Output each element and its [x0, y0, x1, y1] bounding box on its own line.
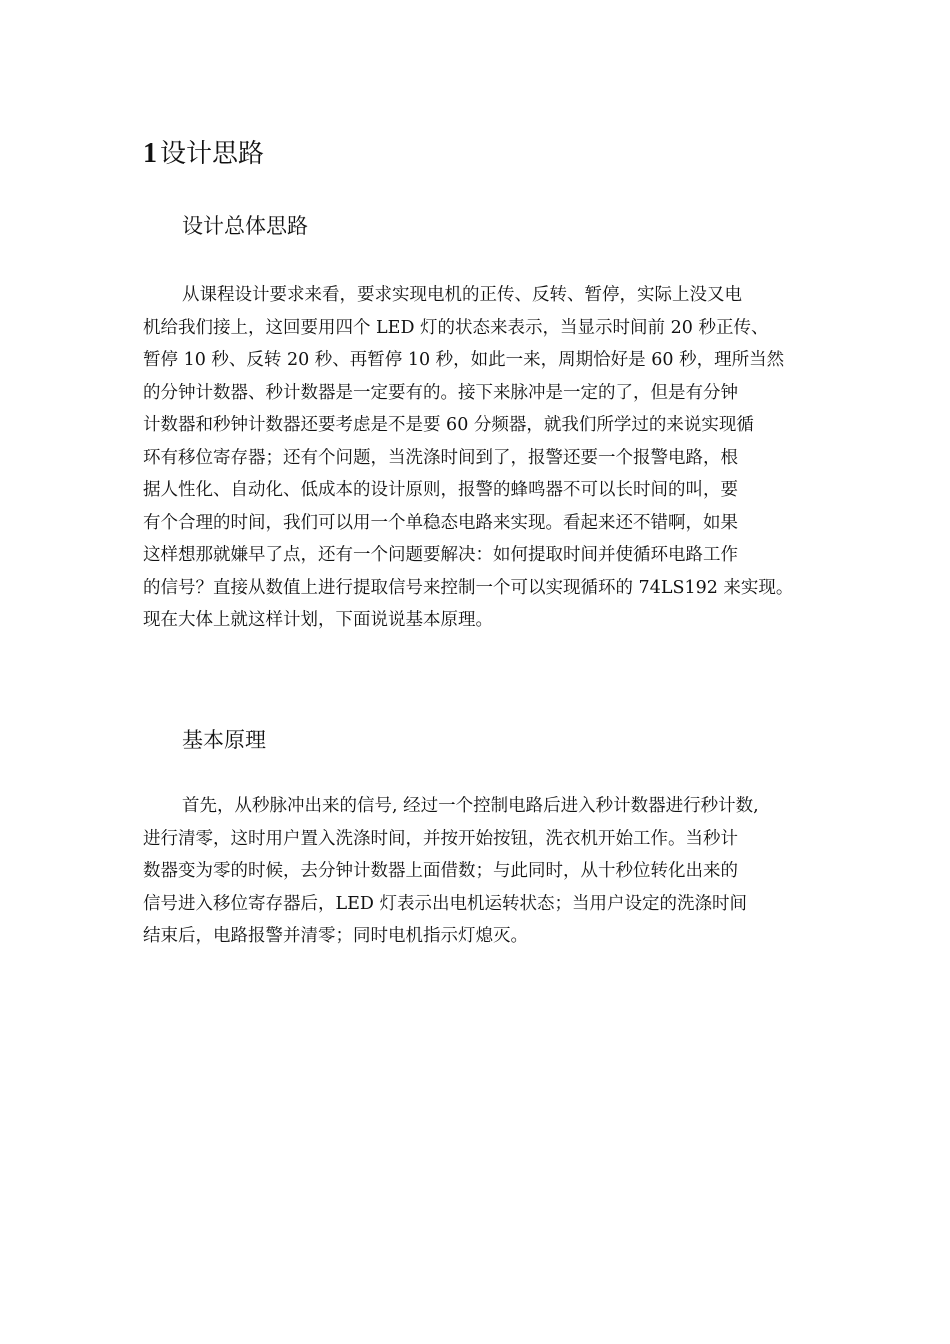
paragraph-line: 的信号？直接从数值上进行提取信号来控制一个可以实现循环的 74LS192 来实现。 [143, 577, 794, 598]
paragraph-line: 进行清零，这时用户置入洗涤时间，并按开始按钮，洗衣机开始工作。当秒计 [143, 828, 738, 849]
paragraph-line: 有个合理的时间，我们可以用一个单稳态电路来实现。看起来还不错啊，如果 [143, 512, 738, 533]
paragraph-line: 的分钟计数器、秒计数器是一定要有的。接下来脉冲是一定的了，但是有分钟 [143, 382, 738, 403]
paragraph-line: 据人性化、自动化、低成本的设计原则，报警的蜂鸣器不可以长时间的叫，要 [143, 480, 738, 500]
chapter-title-text: 设计思路 [160, 139, 265, 169]
paragraph-line: 从课程设计要求来看，要求实现电机的正传、反转、暂停，实际上没又电 [182, 285, 742, 305]
paragraph-basic-principle [143, 790, 823, 953]
section-title-basic-principle: 基本原理 [182, 728, 266, 752]
paragraph-line: 结束后，电路报警并清零；同时电机指示灯熄灭。 [143, 926, 528, 946]
paragraph-line: 暂停 10 秒、反转 20 秒、再暂停 10 秒，如此一来，周期恰好是 60 秒，理所当然 [143, 350, 785, 370]
paragraph-line: 数器变为零的时候，去分钟计数器上面借数；与此同时，从十秒位转化出来的 [143, 861, 738, 881]
paragraph-overall-design [143, 279, 823, 637]
paragraph-line: 环有移位寄存器；还有个问题，当洗涤时间到了，报警还要一个报警电路，根 [143, 447, 738, 468]
paragraph-line: 这样想那就嫌早了点，还有一个问题要解决：如何提取时间并使循环电路工作 [143, 545, 738, 565]
chapter-title [143, 136, 264, 172]
paragraph-line: 现在大体上就这样计划，下面说说基本原理。 [143, 610, 493, 630]
paragraph-line: 计数器和秒钟计数器还要考虑是不是要 60 分频器，就我们所学过的来说实现循 [143, 415, 754, 435]
chapter-number: 1 [143, 138, 157, 169]
paragraph-line: 机给我们接上，这回要用四个 LED 灯的状态来表示，当显示时间前 20 秒正传、 [143, 317, 769, 338]
section-title-overall-design: 设计总体思路 [182, 214, 308, 238]
paragraph-line: 首先，从秒脉冲出来的信号, 经过一个控制电路后进入秒计数器进行秒计数, [182, 796, 759, 816]
paragraph-line: 信号进入移位寄存器后，LED 灯表示出电机运转状态；当用户设定的洗涤时间 [143, 893, 747, 914]
